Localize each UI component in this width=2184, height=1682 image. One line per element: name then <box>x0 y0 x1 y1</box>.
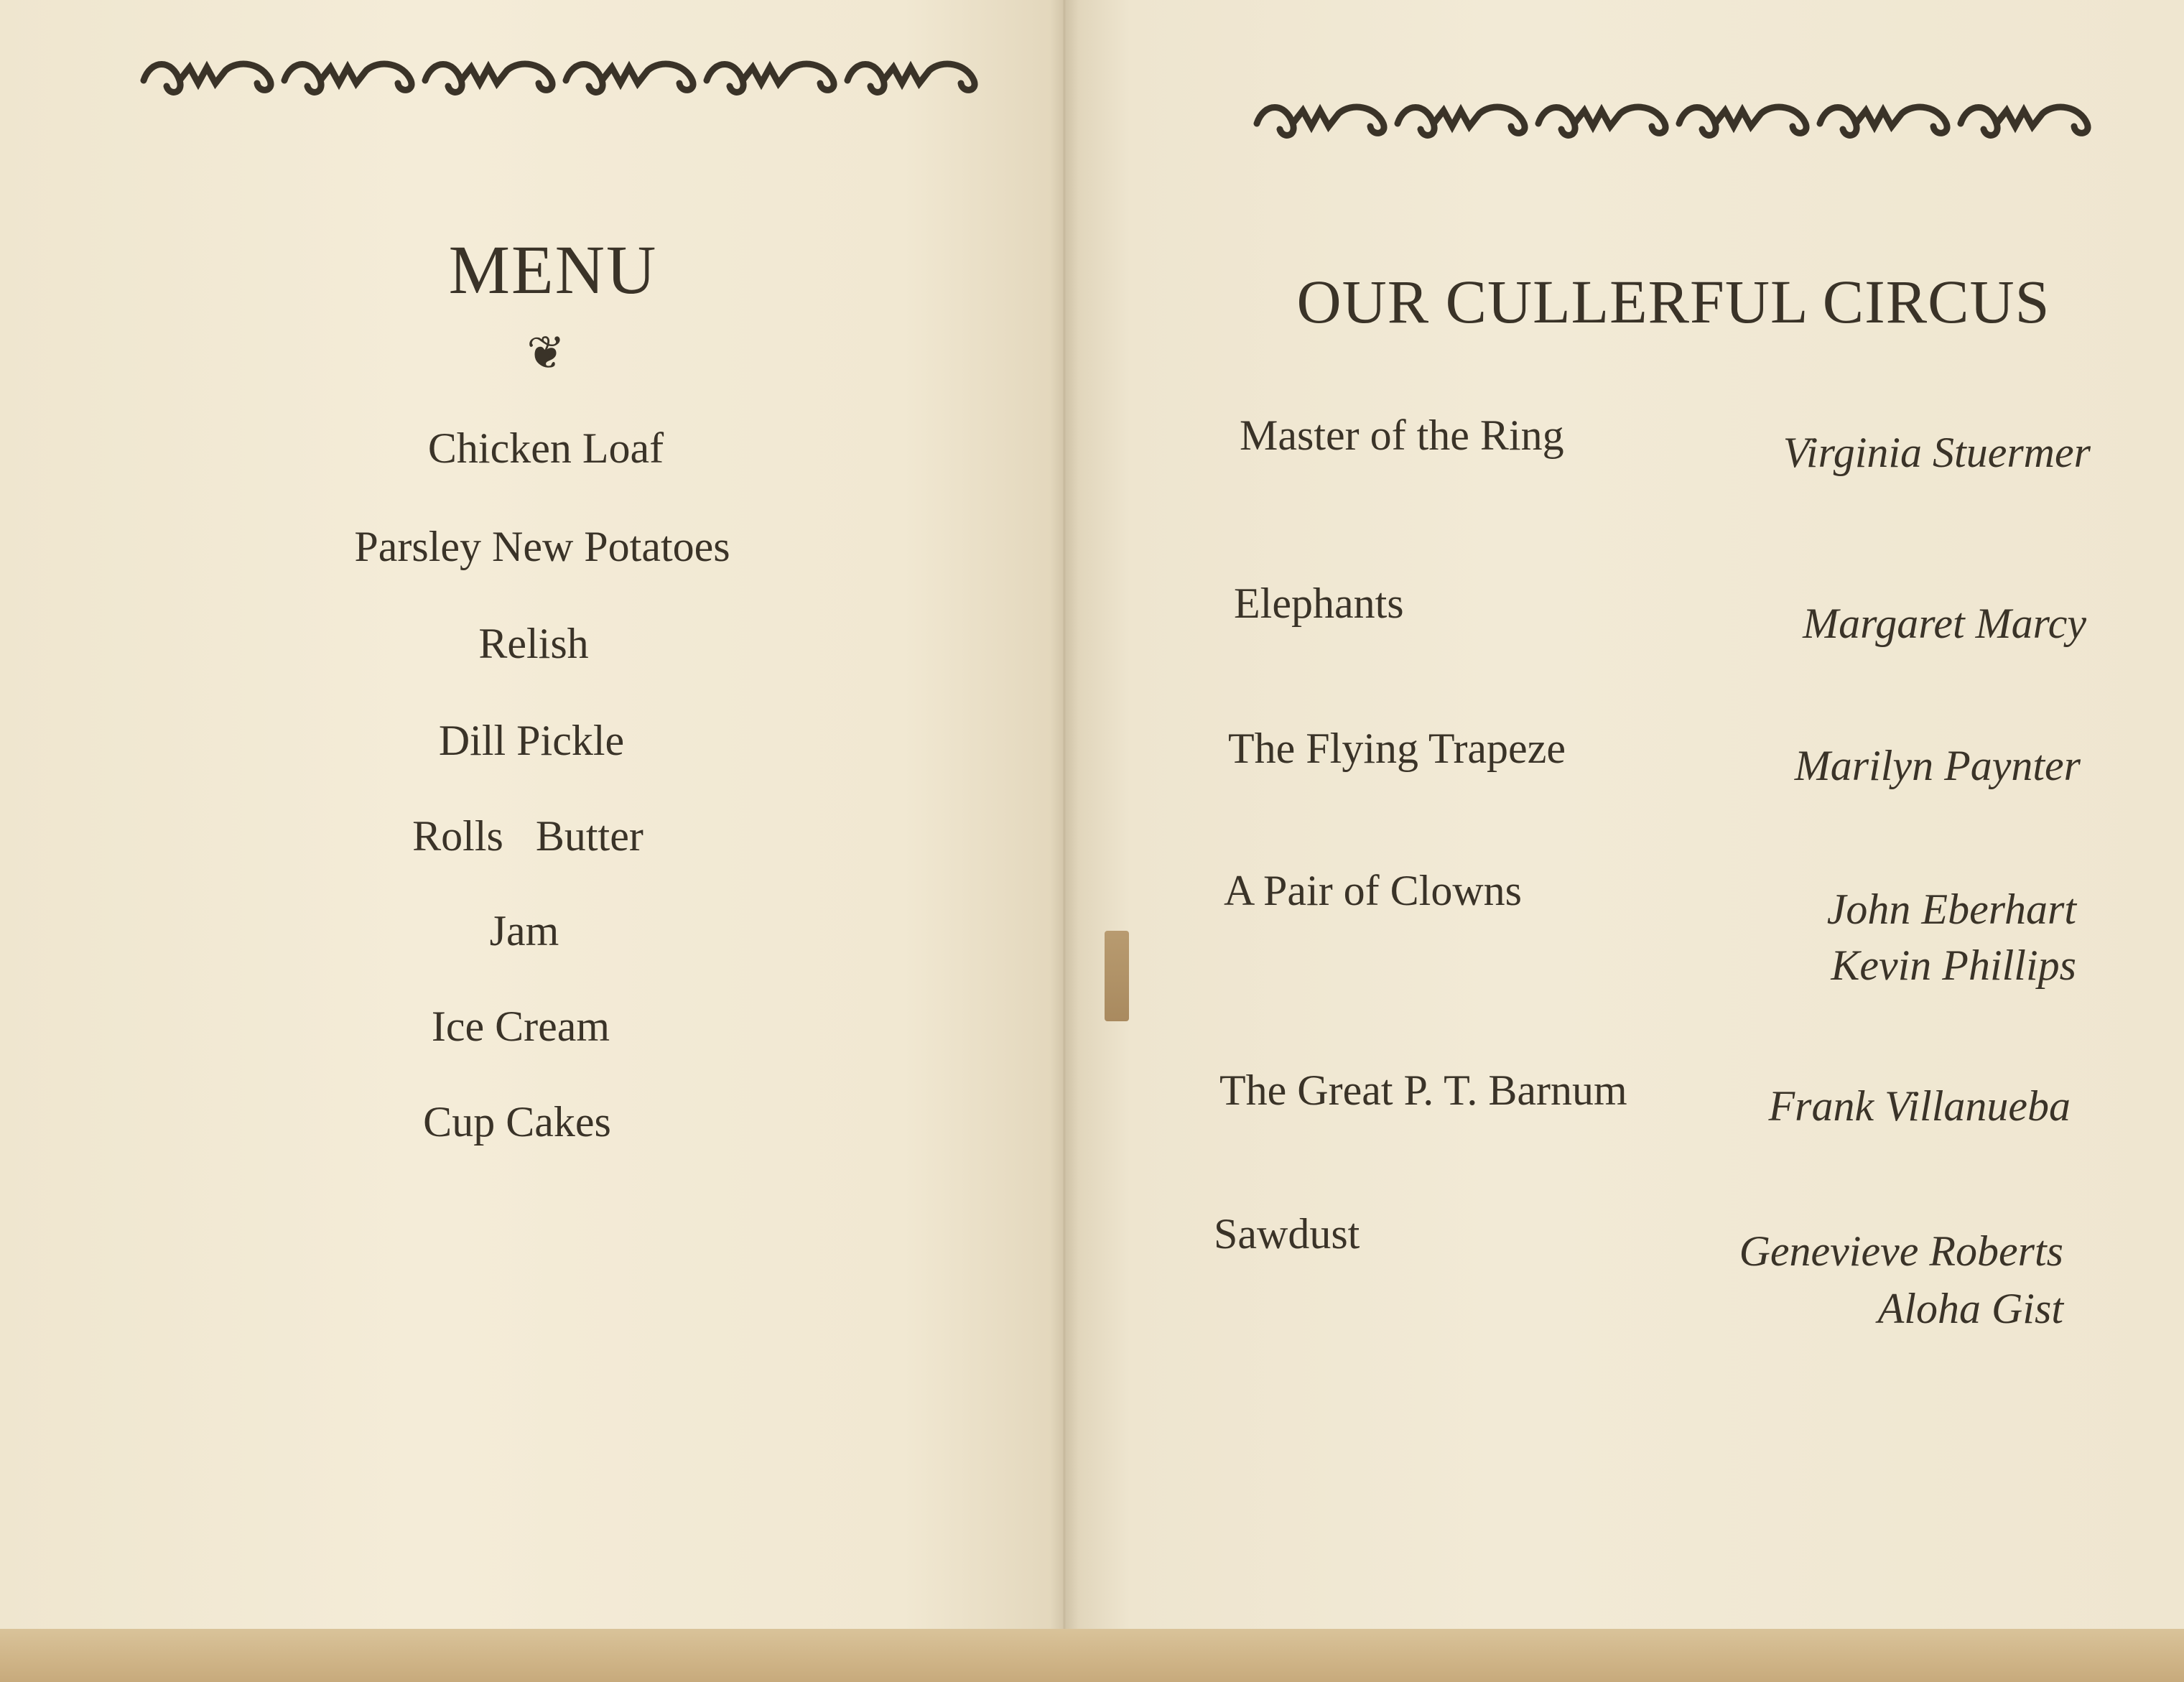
performer-name: Kevin Phillips <box>1831 942 2076 989</box>
scroll-segment <box>1398 107 1525 135</box>
scroll-ornament-right <box>1250 88 2104 152</box>
menu-item: Cup Cakes <box>423 1098 611 1146</box>
fleuron-icon: ❦ <box>526 327 565 378</box>
scroll-segment <box>707 64 834 92</box>
scroll-ornament-left <box>136 45 984 109</box>
menu-item: Chicken Loaf <box>427 424 664 472</box>
scroll-segment <box>1538 107 1665 135</box>
menu-item: Dill Pickle <box>438 717 625 764</box>
scroll-segment <box>1257 107 1384 135</box>
performer-name: Virginia Stuermer <box>1783 429 2091 476</box>
menu-title: MENU <box>448 231 658 308</box>
performer-name: Margaret Marcy <box>1803 600 2086 647</box>
menu-item: Ice Cream <box>431 1003 610 1050</box>
scroll-segment <box>847 64 975 92</box>
act-name: Elephants <box>1234 580 1404 627</box>
menu-item: Parsley New Potatoes <box>354 523 730 570</box>
circus-title: OUR CULLERFUL CIRCUS <box>1296 267 2050 336</box>
act-name: Sawdust <box>1214 1210 1360 1258</box>
act-name: The Great P. T. Barnum <box>1219 1067 1627 1114</box>
book-gutter <box>1050 0 1079 1637</box>
menu-item: Rolls Butter <box>412 812 643 860</box>
right-page <box>1063 0 2184 1637</box>
performer-name: Genevieve Roberts <box>1739 1227 2063 1275</box>
scroll-segment <box>144 64 271 92</box>
performer-name: Marilyn Paynter <box>1794 742 2081 789</box>
act-name: The Flying Trapeze <box>1228 725 1566 772</box>
binding-tape <box>1105 931 1129 1021</box>
act-name: Master of the Ring <box>1240 412 1564 459</box>
menu-item: Relish <box>478 620 589 667</box>
scroll-segment <box>566 64 693 92</box>
menu-item: Jam <box>489 907 559 954</box>
page-edge <box>0 1629 2184 1682</box>
scroll-segment <box>284 64 412 92</box>
scroll-segment <box>1820 107 1947 135</box>
scroll-segment <box>1961 107 2088 135</box>
performer-name: Aloha Gist <box>1877 1285 2063 1332</box>
scroll-segment <box>1679 107 1806 135</box>
performer-name: John Eberhart <box>1826 886 2076 933</box>
performer-name: Frank Villanueba <box>1768 1082 2071 1130</box>
act-name: A Pair of Clowns <box>1224 867 1523 914</box>
scroll-segment <box>425 64 552 92</box>
